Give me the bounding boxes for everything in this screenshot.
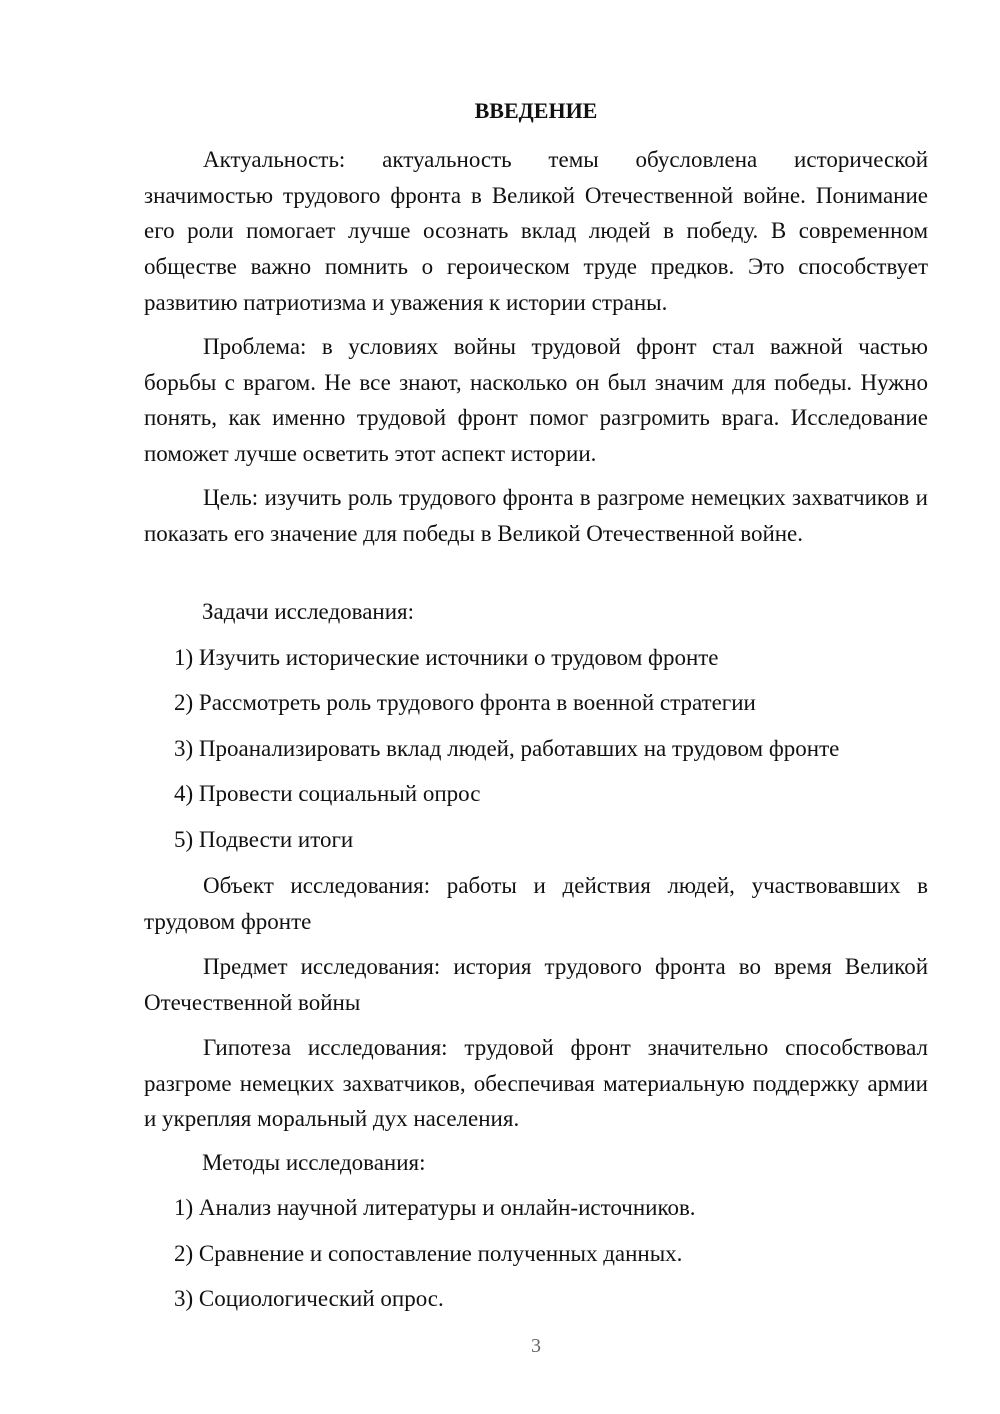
task-item: 2) Рассмотреть роль трудового фронта в военной стратегии bbox=[174, 690, 756, 715]
hypothesis-paragraph: Гипотеза исследования: трудовой фронт значительно способствовал разгроме немецких захватчиков, обеспечивая материальную поддержку армии и укрепляя моральный дух населения. bbox=[144, 1035, 928, 1132]
task-item: 5) Подвести итоги bbox=[174, 827, 354, 852]
page-title: ВВЕДЕНИЕ bbox=[474, 98, 598, 123]
relevance-paragraph: Актуальность: актуальность темы обусловлена исторической значимостью трудового фронта в Великой Отечественной войне. Понимание его роли помогает лучше осознать вклад людей в победу. В современном обществе важно помнить о героическом труде предков. Это способствует развитию патриотизма и уважения к истории страны. bbox=[144, 147, 928, 315]
task-item: 1) Изучить исторические источники о трудовом фронте bbox=[174, 645, 719, 670]
goal-paragraph: Цель: изучить роль трудового фронта в разгроме немецких захватчиков и показать его значение для победы в Великой Отечественной войне. bbox=[144, 485, 928, 546]
task-item: 4) Провести социальный опрос bbox=[174, 781, 481, 806]
tasks-heading: Задачи исследования: bbox=[202, 599, 415, 624]
method-item: 3) Социологический опрос. bbox=[174, 1286, 444, 1311]
problem-paragraph: Проблема: в условиях войны трудовой фронт стал важной частью борьбы с врагом. Не все знают, насколько он был значим для победы. Нужно понять, как именно трудовой фронт помог разгромить врага. Исследование поможет лучше осветить этот аспект истории. bbox=[144, 334, 928, 467]
methods-heading: Методы исследования: bbox=[202, 1150, 426, 1175]
method-item: 2) Сравнение и сопоставление полученных данных. bbox=[174, 1241, 683, 1266]
page-number: 3 bbox=[531, 1335, 541, 1357]
method-item: 1) Анализ научной литературы и онлайн-источников. bbox=[174, 1195, 696, 1220]
task-item: 3) Проанализировать вклад людей, работавших на трудовом фронте bbox=[174, 736, 840, 761]
object-paragraph: Объект исследования: работы и действия людей, участвовавших в трудовом фронте bbox=[144, 873, 928, 934]
subject-paragraph: Предмет исследования: история трудового фронта во время Великой Отечественной войны bbox=[144, 954, 928, 1015]
